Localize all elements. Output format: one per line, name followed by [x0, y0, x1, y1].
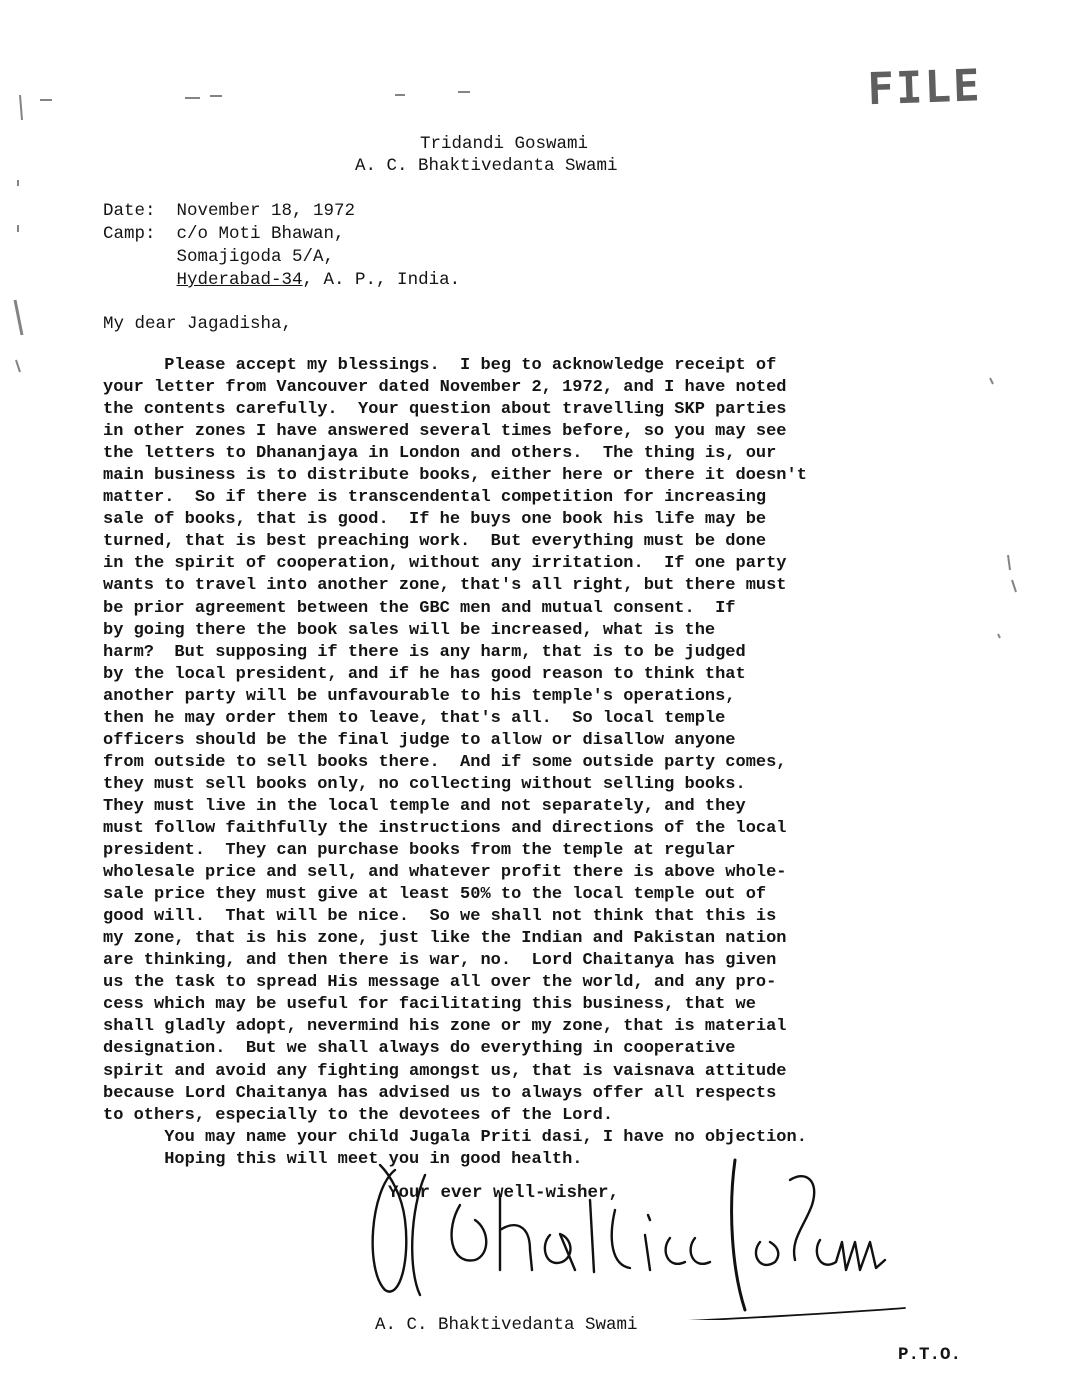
letterhead-name: A. C. Bhaktivedanta Swami	[355, 156, 618, 176]
date-value: November 18, 1972	[176, 201, 356, 221]
body-line: wholesale price and sell, and whatever profit there is above whole-	[103, 863, 787, 883]
body-line: cess which may be useful for facilitating this business, that we	[103, 995, 756, 1015]
body-line: in other zones I have answered several times before, so you may see	[103, 422, 787, 442]
body-line: harm? But supposing if there is any harm, that is to be judged	[103, 642, 746, 662]
body-line: must follow faithfully the instructions and directions of the local	[103, 818, 787, 838]
body-line: spirit and avoid any fighting amongst us, that is vaisnava attitude	[103, 1061, 787, 1081]
body-line: then he may order them to leave, that's all. So local temple	[103, 708, 726, 728]
body-line: are thinking, and then there is war, no. Lord Chaitanya has given	[103, 951, 777, 971]
body-line: your letter from Vancouver dated November 2, 1972, and I have noted	[103, 378, 787, 398]
handwritten-signature	[350, 1150, 910, 1320]
camp-city-row	[103, 269, 460, 292]
salutation: My dear Jagadisha,	[103, 314, 293, 334]
camp-label: Camp:	[103, 224, 156, 244]
body-line: good will. That will be nice. So we shall not think that this is	[103, 907, 777, 927]
letterhead	[355, 133, 618, 177]
body-line: the contents carefully. Your question about travelling SKP parties	[103, 400, 787, 420]
body-line: They must live in the local temple and not separately, and they	[103, 796, 746, 816]
body-line: my zone, that is his zone, just like the Indian and Pakistan nation	[103, 929, 787, 949]
body-line: sale of books, that is good. If he buys one book his life may be	[103, 510, 767, 530]
pto-marker: P.T.O.	[898, 1345, 962, 1365]
body-line: shall gladly adopt, nevermind his zone or my zone, that is material	[103, 1017, 787, 1037]
camp-city: Hyderabad-34	[176, 270, 303, 290]
body-line: Hoping this will meet you in good health.	[103, 1149, 583, 1169]
body-line: they must sell books only, no collecting without selling books.	[103, 774, 746, 794]
body-line: Please accept my blessings. I beg to acknowledge receipt of	[103, 356, 777, 375]
camp-rest: , A. P., India.	[302, 270, 461, 290]
body-line: us the task to spread His message all over the world, and any pro-	[103, 973, 777, 993]
body-line: sale price they must give at least 50% to the local temple out of	[103, 885, 767, 905]
body-line: by going there the book sales will be increased, what is the	[103, 620, 716, 640]
body-line: designation. But we shall always do everything in cooperative	[103, 1039, 736, 1059]
body-line: another party will be unfavourable to his temple's operations,	[103, 686, 736, 706]
body-line: be prior agreement between the GBC men and mutual consent. If	[103, 598, 736, 618]
body-line: turned, that is best preaching work. But everything must be done	[103, 532, 767, 552]
letterhead-title: Tridandi Goswami	[420, 134, 589, 154]
letter-meta	[103, 200, 460, 292]
date-label: Date:	[103, 201, 156, 221]
camp-line2-row	[103, 246, 460, 269]
body-line: wants to travel into another zone, that's all right, but there must	[103, 576, 787, 596]
body-line: in the spirit of cooperation, without any irritation. If one party	[103, 554, 787, 574]
camp-row	[103, 223, 460, 246]
body-line: the letters to Dhananjaya in London and others. The thing is, our	[103, 444, 777, 464]
body-line: by the local president, and if he has good reason to think that	[103, 664, 746, 684]
body-line: You may name your child Jugala Priti dasi, I have no objection.	[103, 1127, 807, 1147]
date-row	[103, 200, 460, 223]
body-line: from outside to sell books there. And if some outside party comes,	[103, 752, 787, 772]
body-line: to others, especially to the devotees of the Lord.	[103, 1105, 614, 1125]
camp-line2: Somajigoda 5/A,	[176, 247, 335, 267]
file-stamp: FILE	[866, 60, 983, 116]
camp-line1: c/o Moti Bhawan,	[176, 224, 345, 244]
body-line: president. They can purchase books from the temple at regular	[103, 841, 736, 861]
letter-body	[103, 355, 1023, 1171]
body-line: main business is to distribute books, either here or there it doesn't	[103, 466, 807, 486]
body-line: because Lord Chaitanya has advised us to always offer all respects	[103, 1083, 777, 1103]
body-line: officers should be the final judge to allow or disallow anyone	[103, 730, 736, 750]
closing-line: Your ever well-wisher,	[388, 1183, 620, 1203]
body-line: matter. So if there is transcendental competition for increasing	[103, 488, 767, 508]
signature-name: A. C. Bhaktivedanta Swami	[375, 1315, 638, 1335]
